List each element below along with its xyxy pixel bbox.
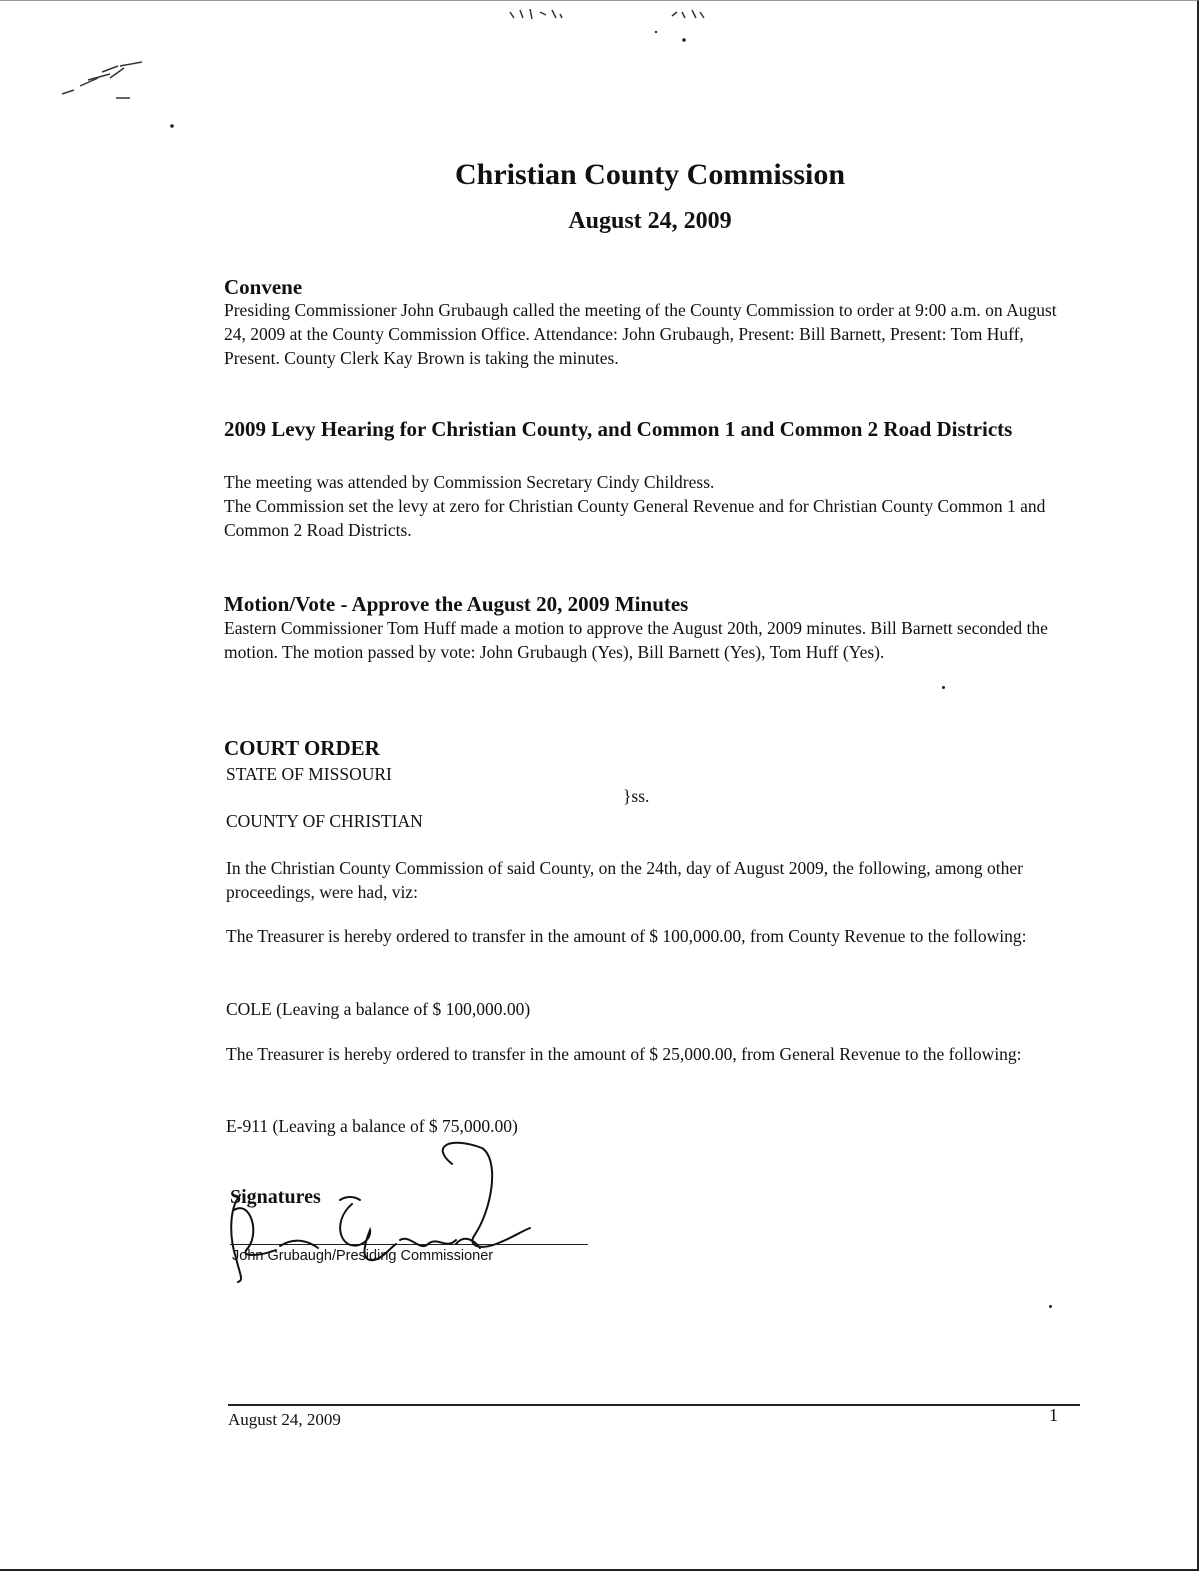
scan-speck (942, 686, 945, 689)
court-order-intro: In the Christian County Commission of said County, on the 24th, day of August 2009, the following, among other proceedings, were had, viz: (226, 858, 1024, 902)
court-order-ss: }ss. (623, 786, 650, 806)
signature-caption: John Grubaugh/Presiding Commissioner (232, 1248, 494, 1264)
convene-text: Presiding Commissioner John Grubaugh called the meeting of the County Commission to order at 9:00 a.m. on August 24, 2009 at the County Commission Office. Attendance: John Grubaugh, Present: Bill Barnett, Present: Tom Huff, Present. County Clerk Kay Brown is taking the minutes. (224, 300, 1057, 368)
footer-date: August 24, 2009 (228, 1410, 341, 1429)
transfer-item-1: COLE (Leaving a balance of $ 100,000.00) (226, 999, 531, 1019)
handwritten-signature (220, 1140, 620, 1300)
signature-block (220, 1140, 620, 1300)
footer-rule (228, 1404, 1080, 1406)
levy-heading: 2009 Levy Hearing for Christian County, and Common 1 and Common 2 Road Districts (224, 417, 1013, 441)
document-title: Christian County Commission (454, 158, 846, 191)
motion-text: Eastern Commissioner Tom Huff made a motion to approve the August 20th, 2009 minutes. Bill Barnett seconded the motion. The motion passed by vote: John Grubaugh (Yes), Bill Barnett (Yes), Tom Huff (Yes). (224, 618, 1048, 662)
transfer-order-2: The Treasurer is hereby ordered to transfer in the amount of $ 25,000.00, from General Revenue to the following: (226, 1044, 1022, 1064)
court-order-heading: COURT ORDER (224, 736, 380, 760)
transfer-item-2: E-911 (Leaving a balance of $ 75,000.00) (226, 1116, 518, 1136)
page-number: 1 (1049, 1405, 1058, 1425)
signatures-heading: Signatures (230, 1186, 321, 1208)
transfer-order-1: The Treasurer is hereby ordered to transfer in the amount of $ 100,000.00, from County Revenue to the following: (226, 926, 1027, 946)
levy-attendance: The meeting was attended by Commission Secretary Cindy Childress. (224, 472, 715, 492)
levy-text (224, 470, 1059, 542)
motion-heading: Motion/Vote - Approve the August 20, 2009 Minutes (224, 592, 689, 616)
court-order-state: STATE OF MISSOURI (226, 764, 392, 784)
levy-decision: The Commission set the levy at zero for Christian County General Revenue and for Christian County Common 1 and Common 2 Road Districts. (224, 496, 1046, 540)
document-date: August 24, 2009 (568, 208, 732, 234)
scan-speck (1049, 1305, 1052, 1308)
court-order-county: COUNTY OF CHRISTIAN (226, 811, 423, 831)
convene-heading: Convene (224, 275, 303, 299)
